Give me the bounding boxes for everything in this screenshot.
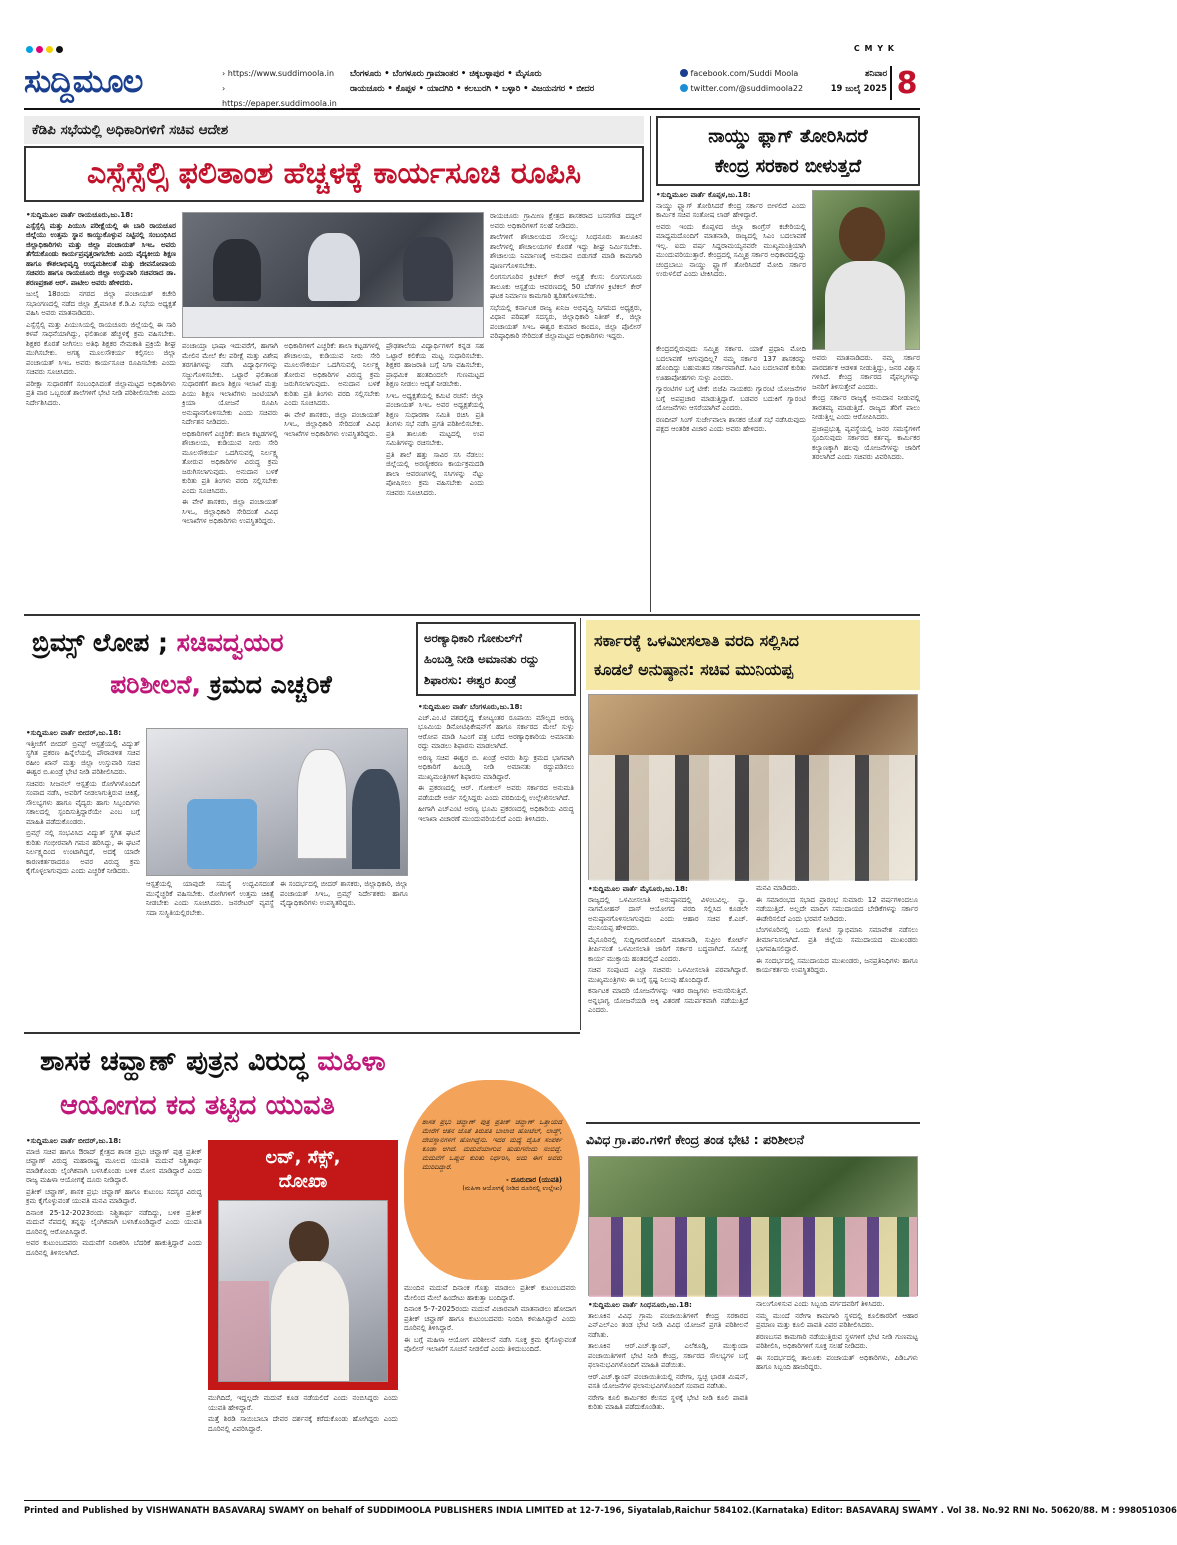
story2-headline-line2: ಕೇಂದ್ರ ಸರಕಾರ ಬೀಳುತ್ತದೆ	[714, 156, 862, 177]
section-rule	[24, 614, 920, 616]
story2-para: ಅವರು ಮಾತನಾಡಿದರು. ನಮ್ಮ ಸರ್ಕಾರ ಪಾರದರ್ಶಕ ಆಡಳಿತ ನೀಡುತ್ತಿದ್ದು, ಜನರ ವಿಶ್ವಾಸ ಗಳಿಸಿದೆ. ಕೇಂದ್ರ ಸರ್ಕಾರದ ವೈಫಲ್ಯಗಳನ್ನು ಜನರಿಗೆ ತಿಳಿಸುತ್ತೇವೆ ಎಂದರು.	[812, 354, 920, 391]
section-rule	[586, 1122, 920, 1124]
story2-para: ಅವರು ಇಂದು ಕೊಪ್ಪಳದ ಜಿಲ್ಲಾ ಕಾಂಗ್ರೆಸ್ ಕಚೇರಿಯಲ್ಲಿ ಮಾಧ್ಯಮದೊಂದಿಗೆ ಮಾತನಾಡಿ, ರಾಜ್ಯದಲ್ಲಿ ಸಿಎಂ ಬದಲಾವಣೆ ಇಲ್ಲ. ಐದು ವರ್ಷ ಸಿದ್ದರಾಮಯ್ಯನವರೇ ಮುಖ್ಯಮಂತ್ರಿಯಾಗಿ ಮುಂದುವರಿಯುತ್ತಾರೆ. ಕೇಂದ್ರದಲ್ಲಿ ಸಮ್ಮಿಶ್ರ ಸರ್ಕಾರ ಅಧಿಕಾರದಲ್ಲಿದ್ದು ಚಂದ್ರಬಾಬು ನಾಯ್ಡು ಫ್ಲ್ಯಾಗ್ ತೋರಿಸಿದರೆ ಮೋದಿ ಸರ್ಕಾರ ಉರುಳಲಿದೆ ಎಂದು ಟೀಕಿಸಿದರು.	[656, 222, 806, 278]
facebook-link[interactable]: facebook.com/Suddi Moola	[690, 69, 799, 78]
story5-para: ಬೆಂಗಳೂರಿನಲ್ಲಿ ಒಂದು ಕೋಟಿ ಸ್ವಾಭಿಮಾನಿ ಸಮಾವೇಶ ನಡೆಸಲು ತೀರ್ಮಾನಿಸಲಾಗಿದೆ. ಪ್ರತಿ ಜಿಲ್ಲೆಯ ಸಮುದಾಯದ ಮುಖಂಡರು ಭಾಗವಹಿಸಲಿದ್ದಾರೆ.	[756, 926, 918, 953]
story5-para: ಈ ಸಂದರ್ಭದಲ್ಲಿ ಸಮುದಾಯದ ಮುಖಂಡರು, ಜನಪ್ರತಿನಿಧಿಗಳು ಹಾಗೂ ಕಾರ್ಯಕರ್ತರು ಉಪಸ್ಥಿತರಿದ್ದರು.	[756, 956, 918, 974]
story5-para: ಸಚಿವ ಸಂಪುಟದ ಎಲ್ಲಾ ಸಚಿವರು ಒಳಮೀಸಲಾತಿ ಪರವಾಗಿದ್ದಾರೆ. ಮುಖ್ಯಮಂತ್ರಿಗಳು ಈ ಬಗ್ಗೆ ಸ್ಪಷ್ಟ ನಿಲುವು ಹೊಂದಿದ್ದಾರೆ.	[588, 966, 748, 984]
website-link[interactable]: https://www.suddimoola.in	[227, 69, 335, 78]
bubble-sign: - ದೂರುದಾರ (ಯುವತಿ)	[505, 1176, 562, 1184]
story1-byline: •ಸುದ್ದಿಮೂಲ ವಾರ್ತೆ ರಾಯಚೂರು,ಜು.18:	[26, 210, 134, 219]
story4-headline	[416, 622, 576, 696]
story1-headline: ಎಸ್ಸೆಸ್ಸೆಲ್ಸಿ ಫಲಿತಾಂಶ ಹೆಚ್ಚಳಕ್ಕೆ ಕಾರ್ಯಸೂಚಿ ರೂಪಿಸಿ	[24, 146, 644, 202]
story1-para: ರಾಯಚೂರು ಗ್ರಾಮೀಣ ಕ್ಷೇತ್ರದ ಶಾಸಕರಾದ ಬಸನಗೌಡ ದದ್ದಲ್ ಅವರು ಅಧಿಕಾರಿಗಳಿಗೆ ಸಲಹೆ ನೀಡಿದರು.	[490, 212, 642, 230]
story4-headline-line2: ಹಿಂಬಡ್ತಿ ನೀಡಿ ಅಮಾನತು ರದ್ದು	[424, 652, 539, 666]
story7-headline: ವಿವಿಧ ಗ್ರಾ.ಪಂ.ಗಳಿಗೆ ಕೇಂದ್ರ ತಂಡ ಭೇಟಿ : ಪರಿಶೀಲನೆ	[586, 1132, 804, 1147]
story7-para: ತಾಲೂಕಿನ ವಿವಿಧ ಗ್ರಾಮ ಪಂಚಾಯಿತಿಗಳಿಗೆ ಕೇಂದ್ರ ಸರಕಾರದ ಎನ್‌ಎಲ್‌ಎಂ ತಂಡ ಭೇಟಿ ನೀಡಿ ವಿವಿಧ ಯೋಜನೆ ಪ್ರಗತಿ ಪರಿಶೀಲನೆ ನಡೆಸಿತು.	[588, 1311, 748, 1339]
story3-para: ಇತ್ತೀಚೆಗೆ ಬೀದರ್ ಬ್ರಿಮ್ಸ್ ಆಸ್ಪತ್ರೆಯಲ್ಲಿ ವಿದ್ಯುತ್ ಸ್ಥಗಿತ ಪ್ರಕರಣ ಹಿನ್ನೆಲೆಯಲ್ಲಿ ಪೌರಾಡಳಿತ ಸಚಿವ ರಹೀಂ ಖಾನ್ ಮತ್ತು ಜಿಲ್ಲಾ ಉಸ್ತುವಾರಿ ಸಚಿವ ಈಶ್ವರ ಬಿ.ಖಂಡ್ರೆ ಭೇಟಿ ನೀಡಿ ಪರಿಶೀಲಿಸಿದರು.	[26, 739, 140, 776]
story6-para: ಅವರ ಕುಟುಂಬದವರು ಮದುವೆಗೆ ನಿರಾಕರಿಸಿ ಬೆದರಿಕೆ ಹಾಕುತ್ತಿದ್ದಾರೆ ಎಂದು ದೂರಿನಲ್ಲಿ ತಿಳಿಸಲಾಗಿದೆ.	[26, 1239, 202, 1257]
facebook-icon	[680, 69, 688, 77]
story1-para: ಸಭೆಯಲ್ಲಿ ಕರ್ನಾಟಕ ರಾಜ್ಯ ಖನಿಜ ಅಭಿವೃದ್ಧಿ ನಿಗಮದ ಅಧ್ಯಕ್ಷರು, ವಿಧಾನ ಪರಿಷತ್ ಸದಸ್ಯರು, ಜಿಲ್ಲಾಧಿಕಾರಿ ನಿತೀಶ್ ಕೆ., ಜಿಲ್ಲಾ ಪಂಚಾಯತ್ ಸಿಇಒ ಈಶ್ವರ ಕುಮಾರ ಕಾಂದೂ, ಜಿಲ್ಲಾ ಪೊಲೀಸ್ ವರಿಷ್ಠಾಧಿಕಾರಿ ಸೇರಿದಂತೆ ಜಿಲ್ಲಾಮಟ್ಟದ ಅಧಿಕಾರಿಗಳು ಇದ್ದರು.	[490, 303, 642, 340]
story1-col2	[182, 342, 278, 610]
promo-title	[208, 1140, 398, 1194]
column-rule	[580, 618, 581, 1030]
story7-byline: •ಸುದ್ದಿಮೂಲ ವಾರ್ತೆ ಸಿಂಧನೂರು,ಜು.18:	[588, 1300, 692, 1309]
minister-figure	[352, 769, 400, 869]
story3-para: ಈ ಸಂದರ್ಭದಲ್ಲಿ ಬೀದರ್ ಶಾಸಕರು, ಜಿಲ್ಲಾಧಿಕಾರಿ, ಜಿಲ್ಲಾ ಪಂಚಾಯತ್ ಸಿಇಒ, ಬ್ರಿಮ್ಸ್ ನಿರ್ದೇಶಕರು ಹಾಗೂ ವೈದ್ಯಾಧಿಕಾರಿಗಳು ಉಪಸ್ಥಿತರಿದ್ದರು.	[280, 880, 408, 907]
story2-headline-line1: ನಾಯ್ಡು ಫ್ಲಾಗ್ ತೋರಿಸಿದರೆ	[708, 126, 868, 147]
section-rule	[24, 1032, 580, 1034]
story7-para: ನರೇಗಾ ಕೂಲಿ ಕಾರ್ಮಿಕರ ಕೆಲಸದ ಸ್ಥಳಕ್ಕೆ ಭೇಟಿ ನೀಡಿ ಕೂಲಿ ಪಾವತಿ ಕುರಿತು ಮಾಹಿತಿ ಪಡೆದುಕೊಂಡಿತು.	[588, 1393, 748, 1411]
story6-promo-box	[208, 1140, 398, 1390]
story7-para: ಆರ್.ಎಚ್.ಕ್ಯಾಂಪ್ ಪಂಚಾಯಿತಿಯಲ್ಲಿ ನರೇಗಾ, ಸ್ವಚ್ಛ ಭಾರತ ಮಿಷನ್, ವಸತಿ ಯೋಜನೆಗಳ ಫಲಾನುಭವಿಗಳೊಂದಿಗೆ ಸಂವಾದ ನಡೆಸಿತು.	[588, 1372, 748, 1390]
group-of-people	[589, 755, 917, 881]
story4-para: ಹೀಗಾಗಿ ಎಚ್‌ಎಂಟಿ ಅರಣ್ಯ ಭೂಮಿ ಪ್ರಕರಣದಲ್ಲಿ ಅಧಿಕಾರಿಯ ವಿರುದ್ಧ ಇಲಾಖಾ ವಿಚಾರಣೆ ಮುಂದುವರಿಯಲಿದೆ ಎಂದು ತಿಳಿಸಿದರು.	[418, 805, 574, 823]
story1-photo	[182, 212, 484, 338]
story1-para: ಅಧಿಕಾರಿಗಳಿಗೆ ಎಚ್ಚರಿಕೆ: ಶಾಲಾ ಕಟ್ಟಡಗಳಲ್ಲಿ ಶೌಚಾಲಯ, ಕುಡಿಯುವ ನೀರು ಸೇರಿ ಮೂಲಸೌಕರ್ಯ ಒದಗಿಸುವಲ್ಲಿ ನಿರ್ಲಕ್ಷ್ಯ ತೋರುವ ಅಧಿಕಾರಿಗಳ ವಿರುದ್ಧ ಕ್ರಮ ಜರುಗಿಸಲಾಗುವುದು. ಅನುದಾನ ಬಳಕೆ ಕುರಿತು ಪ್ರತಿ ತಿಂಗಳು ವರದಿ ಸಲ್ಲಿಸಬೇಕು ಎಂದು ಸೂಚಿಸಿದರು.	[182, 429, 278, 495]
story6-quote-bubble	[404, 1080, 580, 1280]
person-head	[289, 1221, 329, 1265]
story3-headline-part3: ಪರಿಶೀಲನೆ,	[110, 670, 202, 699]
person-figure	[213, 239, 261, 301]
story1-col3	[386, 342, 484, 610]
story1-para: ಈ ವೇಳೆ ಶಾಸಕರು, ಜಿಲ್ಲಾ ಪಂಚಾಯತ್ ಸಿಇಒ, ಜಿಲ್ಲಾಧಿಕಾರಿ ಸೇರಿದಂತೆ ವಿವಿಧ ಇಲಾಖೆಗಳ ಅಧಿಕಾರಿಗಳು ಉಪಸ್ಥಿತರಿದ್ದರು.	[182, 498, 278, 525]
story6-para: ಈ ಬಗ್ಗೆ ಮಹಿಳಾ ಆಯೋಗ ಪರಿಶೀಲನೆ ನಡೆಸಿ ಸೂಕ್ತ ಕ್ರಮ ಕೈಗೊಳ್ಳುವಂತೆ ಪೊಲೀಸ್ ಇಲಾಖೆಗೆ ಸೂಚನೆ ನೀಡಲಿದೆ ಎಂದು ತಿಳಿದುಬಂದಿದೆ.	[404, 1335, 576, 1353]
photo-table	[183, 307, 483, 337]
story6-para: ದಿನಾಂಕ 25-12-2023ರಂದು ನಿಶ್ಚಿತಾರ್ಥ ನಡೆದಿದ್ದು, ಬಳಿಕ ಪ್ರತೀಕ್ ಮದುವೆ ನೆಪದಲ್ಲಿ ತನ್ನನ್ನು ಲೈಂಗಿಕವಾಗಿ ಬಳಸಿಕೊಂಡಿದ್ದಾರೆ ಎಂದು ಯುವತಿ ದೂರಿನಲ್ಲಿ ಆರೋಪಿಸಿದ್ದಾರೆ.	[26, 1208, 202, 1236]
story6-col2	[208, 1394, 398, 1496]
header-rule	[24, 108, 920, 110]
promo-title-line2: ದೋಖಾ	[278, 1171, 328, 1192]
story5-para: ಈ ಸಮಾರಂಭದ ಸಭಾದ ಪ್ರಾರಂಭ ಸುಮಾರು 12 ವರ್ಷಗಳಿಂದಲೂ ನಡೆಯುತ್ತಿದೆ. ಅಲ್ಲದೇ ಮಾದಿಗ ಸಮುದಾಯದ ಬೇಡಿಕೆಗಳನ್ನು ಸರ್ಕಾರ ಈಡೇರಿಸಲಿದೆ ಎಂದು ಭರವಸೆ ನೀಡಿದರು.	[756, 895, 918, 923]
story2-photo	[812, 190, 920, 350]
speaker-body	[825, 261, 905, 351]
story2-byline: •ಸುದ್ದಿಮೂಲ ವಾರ್ತೆ ಕೊಪ್ಪಳ,ಜು.18:	[656, 190, 751, 199]
story3-headline-part2: ಸಚಿವದ್ವಯರ	[176, 628, 284, 657]
story6-para: ಮಾಜಿ ಸಚಿವ ಹಾಗೂ ಔರಾದ್ ಕ್ಷೇತ್ರದ ಶಾಸಕ ಪ್ರಭು ಚವ್ಹಾಣ್ ಪುತ್ರ ಪ್ರತೀಕ್ ಚವ್ಹಾಣ್ ವಿರುದ್ಧ ಮಹಾರಾಷ್ಟ್ರ ಮೂಲದ ಯುವತಿ ಮದುವೆ ನಿಶ್ಚಿತಾರ್ಥ ಮಾಡಿಕೊಂಡು ಲೈಂಗಿಕವಾಗಿ ಬಳಸಿಕೊಂಡು ಬಳಿಕ ಮೋಸ ಮಾಡಿದ್ದಾರೆ ಎಂದು ರಾಜ್ಯ ಮಹಿಳಾ ಆಯೋಗಕ್ಕೆ ದೂರು ನೀಡಿದ್ದಾರೆ.	[26, 1147, 202, 1184]
story7-col2	[756, 1300, 918, 1496]
story1-col1	[26, 210, 176, 610]
story1-kicker-bar	[24, 116, 644, 144]
story1-para: ಸಿಇಒ ಅಧ್ಯಕ್ಷತೆಯಲ್ಲಿ ಕಮಿಟಿ ರಚನೆ: ಜಿಲ್ಲಾ ಪಂಚಾಯತ್ ಸಿಇಒ ಅವರ ಅಧ್ಯಕ್ಷತೆಯಲ್ಲಿ ಶಿಕ್ಷಣ ಸುಧಾರಣಾ ಸಮಿತಿ ರಚಿಸಿ ಪ್ರತಿ ತಿಂಗಳು ಸಭೆ ನಡೆಸಿ ಪ್ರಗತಿ ಪರಿಶೀಲಿಸಬೇಕು. ಪ್ರತಿ ತಾಲೂಕು ಮಟ್ಟದಲ್ಲಿ ಉಪ ಸಮಿತಿಗಳನ್ನು ರಚಿಸಬೇಕು.	[386, 391, 484, 447]
story5-para: ರಾಜ್ಯದಲ್ಲಿ ಒಳಮೀಸಲಾತಿ ಅನುಷ್ಠಾನದಲ್ಲಿ ವಿಳಂಬವಿಲ್ಲ. ನ್ಯಾ. ನಾಗಮೋಹನ್ ದಾಸ್ ಆಯೋಗದ ವರದಿ ಸಲ್ಲಿಸಿದ ಕೂಡಲೇ ಅನುಷ್ಠಾನಗೊಳಿಸಲಾಗುವುದು ಎಂದು ಆಹಾರ ಸಚಿವ ಕೆ.ಎಚ್. ಮುನಿಯಪ್ಪ ಹೇಳಿದರು.	[588, 895, 748, 932]
epaper-link[interactable]: https://epaper.suddimoola.in	[222, 99, 337, 108]
patient-bed	[187, 799, 257, 869]
story1-para: ಅಧಿಕಾರಿಗಳಿಗೆ ಎಚ್ಚರಿಕೆ: ಶಾಲಾ ಕಟ್ಟಡಗಳಲ್ಲಿ ಶೌಚಾಲಯ, ಕುಡಿಯುವ ನೀರು ಸೇರಿ ಮೂಲಸೌಕರ್ಯ ಒದಗಿಸುವಲ್ಲಿ ನಿರ್ಲಕ್ಷ್ಯ ತೋರುವ ಅಧಿಕಾರಿಗಳ ವಿರುದ್ಧ ಕ್ರಮ ಜರುಗಿಸಲಾಗುವುದು. ಅನುದಾನ ಬಳಕೆ ಕುರಿತು ಪ್ರತಿ ತಿಂಗಳು ವರದಿ ಸಲ್ಲಿಸಬೇಕು ಎಂದು ಸೂಚಿಸಿದರು.	[284, 342, 380, 407]
story3-headline-part4: ಕ್ರಮದ ಎಚ್ಚರಿಕೆ	[201, 670, 332, 699]
story5-col1	[588, 884, 748, 1084]
story5-headline	[586, 620, 920, 690]
story1-kicker: ಕೆಡಿಪಿ ಸಭೆಯಲ್ಲಿ ಅಧಿಕಾರಿಗಳಿಗೆ ಸಚಿವ ಆದೇಶ	[32, 122, 229, 138]
cities-row-2: ರಾಯಚೂರು • ಕೊಪ್ಪಳ • ಯಾದಗಿರಿ • ಕಲಬುರಗಿ • ಬಳ್ಳಾರಿ • ವಿಜಯನಗರ • ಬೀದರ	[350, 83, 595, 93]
date-divider	[890, 66, 892, 100]
story6-byline: •ಸುದ್ದಿಮೂಲ ವಾರ್ತೆ ಬೀದರ್,ಜು.18:	[26, 1136, 122, 1145]
column-rule	[650, 116, 651, 612]
story2-col2	[812, 354, 920, 610]
story7-para: ನಾಲುಗೊಳಿಸುವ ಎಂದು ಸಿಬ್ಬಂದಿ ವರ್ಗದವರಿಗೆ ತಿಳಿಸಿದರು.	[756, 1300, 885, 1308]
speaker-head	[839, 207, 885, 263]
story7-para: ಈ ಸಂದರ್ಭದಲ್ಲಿ ತಾಲೂಕು ಪಂಚಾಯತ್ ಅಧಿಕಾರಿಗಳು, ಪಿಡಿಒಗಳು ಹಾಗೂ ಸಿಬ್ಬಂದಿ ಹಾಜರಿದ್ದರು.	[756, 1353, 918, 1371]
story7-col1	[588, 1300, 748, 1496]
story3-para: ಸಚಿವರು ಸೀಜನಲ್ ಆಸ್ಪತ್ರೆಯ ರೋಗಿಗಳೊಂದಿಗೆ ಸಂವಾದ ನಡೆಸಿ, ಅವರಿಗೆ ನೀಡಲಾಗುತ್ತಿರುವ ಚಿಕಿತ್ಸೆ, ಸೌಲಭ್ಯಗಳು ಹಾಗೂ ವೈದ್ಯರು ಹಾಗು ಸಿಬ್ಬಂದಿಗಳು ಸಕಾಲದಲ್ಲಿ ಸ್ಪಂದಿಸುತ್ತಿದ್ದಾರೆಯೇ ಎಂಬ ಬಗ್ಗೆ ಮಾಹಿತಿ ಪಡೆದುಕೊಂಡರು.	[26, 779, 140, 826]
story1-para: ಶಾಲೆಗಳಿಗೆ ಶೌಚಾಲಯದ ಸೌಲಭ್ಯ: ಸಿಂಧನೂರು ತಾಲೂಕಿನ ಶಾಲೆಗಳಲ್ಲಿ ಶೌಚಾಲಯಗಳ ಕೊರತೆ ಇದ್ದು ಶೀಘ್ರ ನಿರ್ಮಿಸಬೇಕು. ಶೌಚಾಲಯ ನಿರ್ಮಾಣಕ್ಕೆ ಅನುದಾನ ಬಿಡುಗಡೆ ಮಾಡಿ ಕಾಮಗಾರಿ ಪೂರ್ಣಗೊಳಿಸಬೇಕು.	[490, 233, 642, 270]
story3-photo	[146, 728, 408, 876]
story2-para: ಕೇಂದ್ರ ಸರ್ಕಾರ ರಾಜ್ಯಕ್ಕೆ ಅನುದಾನ ನೀಡುವಲ್ಲಿ ತಾರತಮ್ಯ ಮಾಡುತ್ತಿದೆ. ರಾಜ್ಯದ ತೆರಿಗೆ ಪಾಲು ನೀಡುತ್ತಿಲ್ಲ ಎಂದು ಆರೋಪಿಸಿದರು.	[812, 394, 920, 421]
social-links	[680, 66, 820, 96]
header-links	[222, 66, 342, 111]
story3-para: ಬ್ರಿಮ್ಸ್ ನಲ್ಲಿ ಸಂಭವಿಸಿದ ವಿದ್ಯುತ್ ಸ್ಥಗಿತ ಘಟನೆ ಕುರಿತು ಗಂಭೀರವಾಗಿ ಗಮನ ಹರಿಸಿದ್ದು, ಈ ಘಟನೆ ನಿರ್ಲಕ್ಷ್ಯದಿಂದ ಉಂಟಾಗಿದ್ದರೆ, ಅದಕ್ಕೆ ಯಾರೇ ಕಾರಣಕರ್ತರಾದರೂ ಅವರ ವಿರುದ್ಧ ಕ್ರಮ ಕೈಗೊಳ್ಳಲಾಗುವುದು ಎಂದು ಎಚ್ಚರಿಕೆ ನೀಡಿದರು.	[26, 829, 140, 875]
story3-col2	[146, 880, 274, 1028]
story4-body	[418, 702, 574, 1028]
twitter-link[interactable]: twitter.com/@suddimoola22	[690, 84, 804, 93]
story2-col1-bottom	[656, 345, 806, 610]
dateline	[825, 66, 887, 96]
date: 19 ಜುಲೈ 2025	[830, 83, 887, 93]
story5-headline-line2: ಕೂಡಲೆ ಅನುಷ್ಠಾನ: ಸಚಿವ ಮುನಿಯಪ್ಪ	[594, 660, 794, 679]
story6-headline-part2: ಮಹಿಳಾ	[317, 1046, 386, 1077]
masthead-logo: ಸುದ್ದಿಮೂಲ	[24, 62, 143, 100]
story5-para: ಕರ್ನಾಟಕ ಮಾದರಿ ಯೋಜನೆಗಳನ್ನು ಇತರ ರಾಜ್ಯಗಳು ಅನುಸರಿಸುತ್ತಿವೆ. ಅನ್ನಭಾಗ್ಯ ಯೋಜನೆಯಡಿ ಅಕ್ಕಿ ವಿತರಣೆ ಸಮರ್ಪಕವಾಗಿ ನಡೆಯುತ್ತಿದೆ ಎಂದರು.	[588, 987, 748, 1014]
story5-byline: •ಸುದ್ದಿಮೂಲ ವಾರ್ತೆ ಮೈಸೂರು,ಜು.18:	[588, 884, 688, 893]
cmyk-marker: C M Y K	[853, 44, 895, 53]
story5-photo	[588, 694, 918, 880]
story1-para: ಪ್ರೌಢಶಾಲೆಯ ವಿದ್ಯಾರ್ಥಿಗಳಿಗೆ ಕನ್ನಡ ಸಹ ಒಟ್ಟಾರೆ ಕಲಿಕೆಯ ಮಟ್ಟ ಸುಧಾರಿಸಬೇಕು. ಶಿಕ್ಷಕರ ಹಾಜರಾತಿ ಬಗ್ಗೆ ನಿಗಾ ವಹಿಸಬೇಕು, ಪ್ರಾಥಮಿಕ ಹಂತದಿಂದಲೇ ಗುಣಮಟ್ಟದ ಶಿಕ್ಷಣ ನೀಡಲು ಆದ್ಯತೆ ನೀಡಬೇಕು.	[386, 342, 484, 388]
story4-para: ಎಚ್.ಎಂ.ಟಿ ವಶದಲ್ಲಿದ್ದ ಕೋಟ್ಯಂತರ ರೂಪಾಯಿ ಮೌಲ್ಯದ ಅರಣ್ಯ ಭೂಮಿಯ ಡಿನೋಟಿಫಿಕೇಷನ್‌ಗೆ ಹಾಗೂ ಸರ್ಕಾರದ ಮೇಲೆ ಸುಳ್ಳು ಆರೋಪ ಮಾಡಿ ಸಿಎಂಗೆ ಪತ್ರ ಬರೆದ ಅರಣ್ಯಾಧಿಕಾರಿಯ ಅಮಾನತು ರದ್ದು ಮಾಡಲು ಶಿಫಾರಸು ಮಾಡಲಾಗಿದೆ.	[418, 713, 574, 750]
arrow-icon: ›	[222, 69, 226, 78]
story3-headline-part1: ಬ್ರಿಮ್ಸ್ ಲೋಪ ;	[32, 628, 177, 657]
story4-byline: •ಸುದ್ದಿಮೂಲ ವಾರ್ತೆ ಬೆಂಗಳೂರು,ಜು.18:	[418, 702, 523, 711]
story2-para: ಪ್ರಜಾಪ್ರಭುತ್ವ ವ್ಯವಸ್ಥೆಯಲ್ಲಿ ಜನರ ಸಮಸ್ಯೆಗಳಿಗೆ ಸ್ಪಂದಿಸುವುದು ಸರ್ಕಾರದ ಕರ್ತವ್ಯ. ಕಾರ್ಮಿಕರ ಕಲ್ಯಾಣಕ್ಕಾಗಿ ಹಲವು ಯೋಜನೆಗಳನ್ನು ಜಾರಿಗೆ ತರಲಾಗಿದೆ ಎಂದು ಸಚಿವರು ವಿವರಿಸಿದರು.	[812, 424, 920, 461]
story5-headline-line1: ಸರ್ಕಾರಕ್ಕೆ ಒಳಮೀಸಲಾತಿ ವರದಿ ಸಲ್ಲಿಸಿದ	[594, 631, 799, 650]
story4-headline-line3: ಶಿಫಾರಸು: ಈಶ್ವರ ಖಂಡ್ರೆ	[424, 673, 517, 687]
group-of-people	[589, 1217, 917, 1297]
story6-para: ಮುಗಿದಿದೆ, ಇದ್ದಲ್ಲದೇ ಮದುವೆ ಕೂಡ ನಡೆಯಲಿದೆ ಎಂದು ನಂಬಿಸಿದ್ದರು ಎಂದು ಯುವತಿ ಹೇಳಿದ್ದಾರೆ.	[208, 1394, 398, 1412]
story2-para: ನಾಯ್ಡು ಫ್ಲ್ಯಾಗ್ ತೋರಿಸಿದರೆ ಕೇಂದ್ರ ಸರ್ಕಾರ ಬೀಳಲಿದೆ ಎಂದು ಕಾರ್ಮಿಕ ಸಚಿವ ಸಂತೋಷ ಲಾಡ್ ಹೇಳಿದ್ದಾರೆ.	[656, 201, 806, 219]
story6-para: ಮುಂದಿನ ಮದುವೆ ದಿನಾಂಕ ಗೊತ್ತು ಮಾಡಲು ಪ್ರತೀಕ್ ಕುಟುಂಬದವರು ಮೇಲಿಂದ ಮೇಲೆ ಹಿಂದೇಟು ಹಾಕುತ್ತಾ ಬಂದಿದ್ದಾರೆ.	[404, 1284, 576, 1302]
story3-headline	[24, 622, 410, 722]
cities-row-1: ಬೆಂಗಳೂರು • ಬೆಂಗಳೂರು ಗ್ರಾಮಾಂತರ • ಚಿಕ್ಕಬಳ್ಳಾಪುರ • ಮೈಸೂರು	[350, 68, 542, 78]
story6-col3	[404, 1284, 576, 1496]
story4-para: ಅರಣ್ಯ ಸಚಿವ ಈಶ್ವರ ಬಿ. ಖಂಡ್ರೆ ಅವರು ಶಿಸ್ತು ಕ್ರಮದ ಭಾಗವಾಗಿ ಅಧಿಕಾರಿಗೆ ಹಿಂಬಡ್ತಿ ನೀಡಿ ಅಮಾನತು ರದ್ದುಪಡಿಸಲು ಮುಖ್ಯಮಂತ್ರಿಗಳಿಗೆ ಶಿಫಾರಸು ಮಾಡಿದ್ದಾರೆ.	[418, 753, 574, 781]
blurred-figure	[219, 1281, 269, 1381]
promo-photo	[218, 1200, 388, 1382]
story1-col2b	[284, 342, 380, 610]
story3-byline: •ಸುದ್ದಿಮೂಲ ವಾರ್ತೆ ಬೀದರ್,ಜು.18:	[26, 728, 122, 737]
bubble-text: ಶಾಸಕ ಪ್ರಭು ಚವ್ಹಾಣ್ ಪುತ್ರ ಪ್ರತೀಕ್ ಚವ್ಹಾಣ್ ಒತ್ತಾಯದ ಮೇರೆಗೆ ಆತನ ಜೊತೆ ತಿರುಪತಿ ಬಾಲಾಜಿ ಹೋಟೆಲ್, ಲಾಡ್ಜ್, ದೇವಸ್ಥಾನಗಳಿಗೆ ಹೋಗಿದ್ದೆನು. ಇದರ ಮಧ್ಯೆ ದೈಹಿಕ ಸಂಪರ್ಕ ಕೂಡಾ ಆಗಿದೆ. ಮದುವೆಯಾಗುವ ಹುಡುಗನೆಂದು ನಂಬಿದ್ದೆ. ಮದುವೆಗೆ ಒಪ್ಪುವ ಕುರಿತು ನಿರ್ಧರಿಸಿ, ಅದು ಈಗ ಅವರು ಮುರಿದಿದ್ದಾರೆ.	[422, 1118, 562, 1171]
city-list	[350, 66, 650, 96]
story6-para: ಮತ್ತೆ ಶಿರಡಿ ಸಾಯಿಬಾಬಾ ದೇವರ ದರ್ಶನಕ್ಕೆ ಕರೆದುಕೊಂಡು ಹೋಗಿದ್ದರು ಎಂದು ದೂರಿನಲ್ಲಿ ವಿವರಿಸಿದ್ದಾರೆ.	[208, 1415, 398, 1433]
story2-col1-top	[656, 190, 806, 345]
story2-para: ಗ್ಯಾರಂಟಿಗಳ ಬಗ್ಗೆ ಟೀಕೆ: ಬಿಜೆಪಿ ನಾಯಕರು ಗ್ಯಾರಂಟಿ ಯೋಜನೆಗಳ ಬಗ್ಗೆ ಅಪಪ್ರಚಾರ ಮಾಡುತ್ತಿದ್ದಾರೆ. ಬಡವರ ಬದುಕಿಗೆ ಗ್ಯಾರಂಟಿ ಯೋಜನೆಗಳು ಆಸರೆಯಾಗಿವೆ ಎಂದರು.	[656, 385, 806, 412]
color-dots	[26, 46, 63, 53]
person-body	[271, 1261, 349, 1381]
bubble-sign2: (ಮಹಿಳಾ ಆಯೋಗಕ್ಕೆ ನೀಡಿದ ದೂರಿನಲ್ಲಿ ಉಲ್ಲೇಖ)	[462, 1185, 562, 1192]
arrow-icon: ›	[222, 84, 226, 93]
story5-col2	[756, 884, 918, 1120]
day: ಶನಿವಾರ	[864, 68, 887, 78]
story1-para: ಪಂಚಾಯ್ತಾ ಭಾಷಾ ಇದುವರೆಗೆ, ಹಾಗಾಗಿ ಮೇಲಿನ ಮೇಲೆ ಕೆಲ ಪರೀಕ್ಷೆ ಮತ್ತು ವಿಶೇಷ ತರಗತಿಗಳನ್ನು ನಡೆಸಿ ವಿದ್ಯಾರ್ಥಿಗಳನ್ನು ಸಜ್ಜುಗೊಳಿಸಬೇಕು. ಒಟ್ಟಾರೆ ಫಲಿತಾಂಶ ಸುಧಾರಣೆಗೆ ಶಾಲಾ ಶಿಕ್ಷಣ ಇಲಾಖೆ ಮತ್ತು ಪಿಯು ಶಿಕ್ಷಣ ಇಲಾಖೆಗಳು ಜಂಟಿಯಾಗಿ ಕ್ರಿಯಾ ಯೋಜನೆ ರೂಪಿಸಿ ಅನುಷ್ಠಾನಗೊಳಿಸಬೇಕು ಎಂದು ಸಚಿವರು ನಿರ್ದೇಶನ ನೀಡಿದರು.	[182, 342, 278, 426]
story1-para: ಪ್ರತಿ ಶಾಲೆ ಹತ್ತು ಸಾವಿರ ಸಸಿ ನೆಡಲು: ಜಿಲ್ಲೆಯಲ್ಲಿ ಅರಣ್ಯೀಕರಣ ಕಾರ್ಯಕ್ರಮದಡಿ ಶಾಲಾ ಆವರಣಗಳಲ್ಲಿ ಸಸಿಗಳನ್ನು ನೆಟ್ಟು ಪೋಷಿಸಲು ಕ್ರಮ ವಹಿಸಬೇಕು ಎಂದು ಸಚಿವರು ಸೂಚಿಸಿದರು.	[386, 450, 484, 497]
story6-headline-part3: ಆಯೋಗದ ಕದ ತಟ್ಟಿದ ಯುವತಿ	[60, 1090, 335, 1121]
twitter-icon	[680, 84, 688, 92]
story4-headline-line1: ಅರಣ್ಯಾಧಿಕಾರಿ ಗೋಕುಲ್‌ಗೆ	[424, 631, 522, 645]
story1-para: ಜುಲೈ 18ರಂದು ನಗರದ ಜಿಲ್ಲಾ ಪಂಚಾಯತ್ ಕಚೇರಿ ಸಭಾಂಗಣದಲ್ಲಿ ನಡೆದ ಜಿಲ್ಲಾ ತ್ರೈಮಾಸಿಕ ಕೆ.ಡಿ.ಪಿ ಸಭೆಯ ಅಧ್ಯಕ್ಷತೆ ವಹಿಸಿ ಅವರು ಮಾತನಾಡಿದರು.	[26, 290, 176, 317]
story5-para: ಮನವಿ ಮಾಡಿದರು.	[756, 884, 800, 892]
story7-para: ತಾಲೂಕಿನ ಆರ್.ಎಚ್.ಕ್ಯಾಂಪ್, ಎಲೆಕೂಡ್ಗಿ, ಮುಕ್ಕುಂದಾ ಪಂಚಾಯಿತಿಗಳಿಗೆ ಭೇಟಿ ನೀಡಿ ಕೇಂದ್ರ, ಸರ್ಕಾರದ ಸೌಲಭ್ಯಗಳ ಬಗ್ಗೆ ಫಲಾನುಭವಿಗಳೊಂದಿಗೆ ಮಾಹಿತಿ ಪಡೆಯಿತು.	[588, 1342, 748, 1369]
promo-title-line1: ಲವ್, ಸೆಕ್ಸ್,	[265, 1147, 341, 1168]
person-figure	[308, 233, 360, 301]
story1-para: ಲಿಂಗಸುಗೂರಿನ ಕ್ರಿಟಿಕಲ್ ಕೇರ್ ಆಸ್ಪತ್ರೆ ಕೆಲಸ: ಲಿಂಗಸುಗೂರು ತಾಲೂಕು ಆಸ್ಪತ್ರೆಯ ಆವರಣದಲ್ಲಿ 50 ಬೆಡ್‌ಗಳ ಕ್ರಿಟಿಕಲ್ ಕೇರ್ ಘಟಕ ನಿರ್ಮಾಣ ಕಾಮಗಾರಿ ತ್ವರಿತಗೊಳಿಸಬೇಕು.	[490, 273, 642, 300]
story1-para: ಎಸ್ಸೆಸ್ಸೆಲ್ಸಿ ಮತ್ತು ಪಿಯುಸಿಯಲ್ಲಿ ರಾಯಚೂರು ಜಿಲ್ಲೆಯಲ್ಲಿ ಈ ಸಾರಿ ಕಳಪೆ ಸಾಧನೆಯಾಗಿದ್ದು, ಫಲಿತಾಂಶ ಹೆಚ್ಚಳಕ್ಕೆ ಕ್ರಮ ವಹಿಸಬೇಕು. ಶಿಕ್ಷಕರ ಕೊರತೆ ನೀಗಿಸಲು ಅತಿಥಿ ಶಿಕ್ಷಕರ ನೇಮಕಾತಿ ಪ್ರಕ್ರಿಯೆ ಶೀಘ್ರ ಮುಗಿಸಬೇಕು. ಅಗತ್ಯ ಮೂಲಸೌಕರ್ಯ ಕಲ್ಪಿಸಲು ಜಿಲ್ಲಾ ಪಂಚಾಯತ್ ಸಿಇಒ ಅವರು ಕಾರ್ಯಸೂಚಿ ರೂಪಿಸಬೇಕು ಎಂದು ಸಚಿವರು ಸೂಚಿಸಿದರು.	[26, 320, 176, 376]
imprint-footer: Printed and Published by VISHWANATH BASAVARAJ SWAMY on behalf of SUDDIMOOLA PUBLISHERS INDIA LIMITED at 12-7-196, Siyatalab,Raichur 584102.(Karnataka) Editor: BASAVARAJ SWAMY . Vol 38. No.92 RNI No. 50620/88. M : 9980510306	[24, 1500, 920, 1520]
story2-para: ರಣದೀಪ್ ಸಿಂಗ್ ಸುರ್ಜೇವಾಲಾ ಶಾಸಕರ ಜೊತೆ ಸಭೆ ನಡೆಸಿರುವುದು ಪಕ್ಷದ ಆಂತರಿಕ ವಿಚಾರ ಎಂದು ಅವರು ಹೇಳಿದರು.	[656, 415, 806, 433]
story4-para: ಈ ಪ್ರಕರಣದಲ್ಲಿ ಆರ್. ಗೋಕುಲ್ ಅವರು ಸರ್ಕಾರದ ಅನುಮತಿ ಪಡೆಯದೇ ಅರ್ಜಿ ಸಲ್ಲಿಸಿದ್ದರು ಎಂದು ವರದಿಯಲ್ಲಿ ಉಲ್ಲೇಖಿಸಲಾಗಿದೆ.	[418, 784, 574, 802]
story2-para: ಕೇಂದ್ರದಲ್ಲಿರುವುದು ಸಮ್ಮಿಶ್ರ ಸರ್ಕಾರ. ಯಾಕೆ ಪ್ರಧಾನಿ ಮೋದಿ ಬದಲಾವಣೆ ಆಗುವುದಿಲ್ಲ? ನಮ್ಮ ಸರ್ಕಾರ 137 ಶಾಸಕರನ್ನು ಹೊಂದಿದ್ದು ಬಹುಮತದ ಸರ್ಕಾರವಾಗಿದೆ. ಸಿಎಂ ಬದಲಾವಣೆ ಕುರಿತು ಊಹಾಪೋಹಗಳು ಸುಳ್ಳು ಎಂದರು.	[656, 345, 806, 382]
story7-photo	[588, 1156, 918, 1296]
story3-col3	[280, 880, 408, 1028]
story6-col1	[26, 1136, 202, 1496]
page-number: 8	[896, 66, 918, 101]
story1-col4	[490, 212, 642, 610]
story3-para: ಆಸ್ಪತ್ರೆಯಲ್ಲಿ ಯಾವುದೇ ಸಮಸ್ಯೆ ಉದ್ಭವಿಸದಂತೆ ಮುನ್ನೆಚ್ಚರಿಕೆ ವಹಿಸಬೇಕು. ರೋಗಿಗಳಿಗೆ ಉತ್ತಮ ಚಿಕಿತ್ಸೆ ನೀಡಬೇಕು ಎಂದು ಸೂಚಿಸಿದರು. ಜನರೇಟರ್ ವ್ಯವಸ್ಥೆ ಸದಾ ಸುಸ್ಥಿತಿಯಲ್ಲಿರಬೇಕು.	[146, 880, 274, 917]
story7-para: ಶರಣಬಸವ ಕಾಮಗಾರಿ ನಡೆಯುತ್ತಿರುವ ಸ್ಥಳಗಳಿಗೆ ಭೇಟಿ ನೀಡಿ ಗುಣಮಟ್ಟ ಪರಿಶೀಲಿಸಿ, ಅಧಿಕಾರಿಗಳಿಗೆ ಸೂಕ್ತ ಸಲಹೆ ನೀಡಿದರು.	[756, 1332, 918, 1350]
minister-figure	[297, 749, 347, 859]
story7-para: ನಮ್ಮ ಮುಂದೆ ನರೇಗಾ ಕಾಮಗಾರಿ ಸ್ಥಳದಲ್ಲಿ ಕೂಲಿಕಾರರಿಗೆ ಆಹಾರ ಪ್ರಮಾಣ ಮತ್ತು ಕೂಲಿ ಪಾವತಿ ವಿವರ ಪರಿಶೀಲಿಸಿದರು.	[756, 1311, 918, 1329]
story2-headline	[656, 116, 920, 186]
story6-headline-part1: ಶಾಸಕ ಚವ್ಹಾಣ್ ಪುತ್ರನ ವಿರುದ್ಧ	[40, 1046, 318, 1077]
story1-para: ಪರೀಕ್ಷಾ ಸುಧಾರಣೆಗೆ ಸಂಬಂಧಿಸಿದಂತೆ ಜಿಲ್ಲಾಮಟ್ಟದ ಅಧಿಕಾರಿಗಳು ಪ್ರತಿ ವಾರ ಒಬ್ಬರಂತೆ ಶಾಲೆಗಳಿಗೆ ಭೇಟಿ ನೀಡಿ ಪರಿಶೀಲಿಸಬೇಕು ಎಂದು ನಿರ್ದೇಶಿಸಿದರು.	[26, 379, 176, 407]
story1-para: ಈ ವೇಳೆ ಶಾಸಕರು, ಜಿಲ್ಲಾ ಪಂಚಾಯತ್ ಸಿಇಒ, ಜಿಲ್ಲಾಧಿಕಾರಿ ಸೇರಿದಂತೆ ವಿವಿಧ ಇಲಾಖೆಗಳ ಅಧಿಕಾರಿಗಳು ಉಪಸ್ಥಿತರಿದ್ದರು.	[284, 410, 380, 438]
story6-para: ದಿನಾಂಕ 5-7-2025ರಂದು ಮದುವೆ ವಿಚಾರವಾಗಿ ಮಾತನಾಡಲು ಹೋದಾಗ ಪ್ರತೀಕ್ ಚವ್ಹಾಣ್ ಹಾಗೂ ಕುಟುಂಬದವರು ನಿಂದಿಸಿ ಕಳುಹಿಸಿದ್ದಾರೆ ಎಂದು ದೂರಿನಲ್ಲಿ ತಿಳಿಸಿದ್ದಾರೆ.	[404, 1305, 576, 1332]
story3-col1	[26, 728, 140, 1028]
story5-para: ಮೈಸೂರಿನಲ್ಲಿ ಸುದ್ದಿಗಾರರೊಂದಿಗೆ ಮಾತನಾಡಿ, ಸುಪ್ರೀಂ ಕೋರ್ಟ್ ತೀರ್ಪಿನಂತೆ ಒಳಮೀಸಲಾತಿ ಜಾರಿಗೆ ಸರ್ಕಾರ ಬದ್ಧವಾಗಿದೆ. ಸಮೀಕ್ಷೆ ಕಾರ್ಯ ಮುಕ್ತಾಯ ಹಂತದಲ್ಲಿದೆ ಎಂದರು.	[588, 935, 748, 963]
story6-para: ಪ್ರತೀಕ್ ಚವ್ಹಾಣ್, ಶಾಸಕ ಪ್ರಭು ಚವ್ಹಾಣ್ ಹಾಗೂ ಕುಟುಂಬ ಸದಸ್ಯರ ವಿರುದ್ಧ ಕ್ರಮ ಕೈಗೊಳ್ಳುವಂತೆ ಯುವತಿ ಮನವಿ ಮಾಡಿದ್ದಾರೆ.	[26, 1187, 202, 1205]
person-figure	[403, 237, 453, 301]
story1-lead: ಎಸ್ಸೆಸ್ಸೆಲ್ಸಿ ಮತ್ತು ಪಿಯುಸಿ ಪರೀಕ್ಷೆಯಲ್ಲಿ ಈ ಬಾರಿ ರಾಯಚೂರ ಜಿಲ್ಲೆಯು ಉತ್ತಮ ಸ್ಥಾನ ಕಾಯ್ದುಕೊಳ್ಳುವ ನಿಟ್ಟಿನಲ್ಲಿ ಸಂಬಂಧಿಸಿದ ಜಿಲ್ಲಾಧಿಕಾರಿಗಳು ಮತ್ತು ಜಿಲ್ಲಾ ಪಂಚಾಯತ್ ಸಿಇಒ ಅವರು ತೆಗೆದುಕೊಂಡು ಕಾರ್ಯಪ್ರವೃತ್ತರಾಗಬೇಕು ಎಂದು ವೈದ್ಯಕೀಯ ಶಿಕ್ಷಣ ಹಾಗೂ ಕೌಶಲಾಭಿವೃದ್ಧಿ ಉದ್ಯಮಶೀಲತೆ ಮತ್ತು ಜೀವನೋಪಾಯ ಸಚಿವರು ಹಾಗೂ ರಾಯಚೂರು ಜಿಲ್ಲಾ ಉಸ್ತುವಾರಿ ಸಚಿವರಾದ ಡಾ. ಶರಣಪ್ರಕಾಶ ಆರ್. ಪಾಟೀಲ ಅವರು ಹೇಳಿದರು.	[26, 221, 176, 287]
